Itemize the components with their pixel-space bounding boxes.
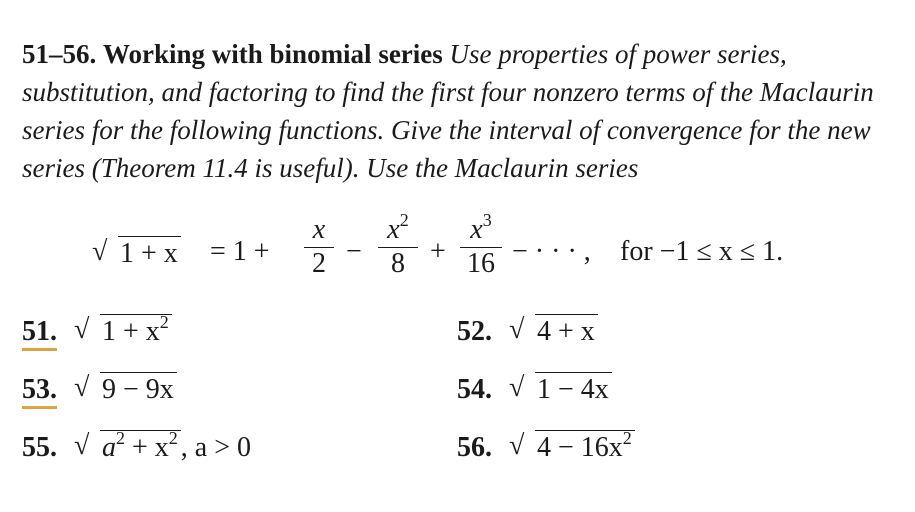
term-2-base: x xyxy=(387,214,400,245)
problem-intro xyxy=(22,35,902,187)
term-2-denominator: 8 xyxy=(391,248,405,279)
radical-sign: √ xyxy=(74,314,90,345)
radical-sign: √ xyxy=(509,430,525,461)
exercise-label: 52. xyxy=(457,316,492,347)
radical-sign: √ xyxy=(74,430,90,461)
exercise-radical xyxy=(509,314,598,349)
exercise-53 xyxy=(22,372,177,407)
radicand-text: + x xyxy=(125,432,169,463)
exercise-51 xyxy=(22,314,172,349)
exercise-radicand xyxy=(535,430,635,465)
exercise-suffix: , a > 0 xyxy=(180,432,252,463)
exercise-label: 54. xyxy=(457,374,492,405)
term-1-denominator: 2 xyxy=(312,248,326,279)
exercise-56 xyxy=(457,430,635,465)
radicand-text: 1 + x xyxy=(102,316,160,347)
fraction-term-1 xyxy=(304,214,334,280)
exercise-radical xyxy=(74,430,181,465)
term-3-base: x xyxy=(470,214,483,245)
radicand-text: 4 − 16x xyxy=(537,432,623,463)
exercise-label: 55. xyxy=(22,432,57,463)
radicand-exponent: 2 xyxy=(159,312,169,332)
term-3-numerator xyxy=(460,210,502,246)
exercise-label: 56. xyxy=(457,432,492,463)
term-3-exponent: 3 xyxy=(482,210,492,230)
radical-sign: √ xyxy=(509,314,525,345)
exercise-radicand: 1 − 4x xyxy=(535,372,612,407)
formula-tail: − · · · , xyxy=(512,236,591,267)
term-3-denominator: 16 xyxy=(467,248,495,279)
radicand-exponent: 2 xyxy=(168,428,178,448)
term-2-numerator xyxy=(378,210,418,246)
problem-range: 51–56. xyxy=(22,39,97,69)
formula-rhs-start: = 1 + xyxy=(210,236,270,267)
exercise-radical xyxy=(74,372,177,407)
formula-condition: for −1 ≤ x ≤ 1. xyxy=(620,236,784,267)
formula-radical xyxy=(92,236,181,271)
radicand-exponent: 2 xyxy=(622,428,632,448)
radicand-a: a xyxy=(102,432,116,463)
term-2-exponent: 2 xyxy=(399,210,409,230)
exercise-radicand: 4 + x xyxy=(535,314,598,349)
exercise-54 xyxy=(457,372,612,407)
radical-sign: √ xyxy=(92,236,108,267)
problem-title: Working with binomial series xyxy=(103,39,443,69)
exercise-label: 51. xyxy=(22,316,57,351)
exercise-radical xyxy=(74,314,172,349)
radical-sign: √ xyxy=(74,372,90,403)
exercise-radical xyxy=(509,372,612,407)
exercise-radicand xyxy=(100,314,172,349)
maclaurin-formula xyxy=(92,210,872,294)
formula-op-1: − xyxy=(346,236,362,267)
problem-description: Use properties of power series, substitution, and factoring to find the first four nonzero terms of the Maclaurin series for the following functions. Give the interval of convergence for the new series (Theorem 11.4 is useful). Use the Maclaurin series xyxy=(22,39,874,183)
term-1-numerator: x xyxy=(312,214,326,245)
exercise-radicand: 9 − 9x xyxy=(100,372,177,407)
exercise-55 xyxy=(22,430,251,465)
exercise-52 xyxy=(457,314,598,349)
fraction-term-2 xyxy=(378,210,418,280)
radicand-a-exponent: 2 xyxy=(116,428,125,448)
exercise-radical xyxy=(509,430,635,465)
fraction-term-3 xyxy=(460,210,502,280)
formula-radicand: 1 + x xyxy=(118,236,181,271)
formula-op-2: + xyxy=(430,236,446,267)
exercise-label: 53. xyxy=(22,374,57,409)
exercise-radicand xyxy=(100,430,181,465)
radical-sign: √ xyxy=(509,372,525,403)
